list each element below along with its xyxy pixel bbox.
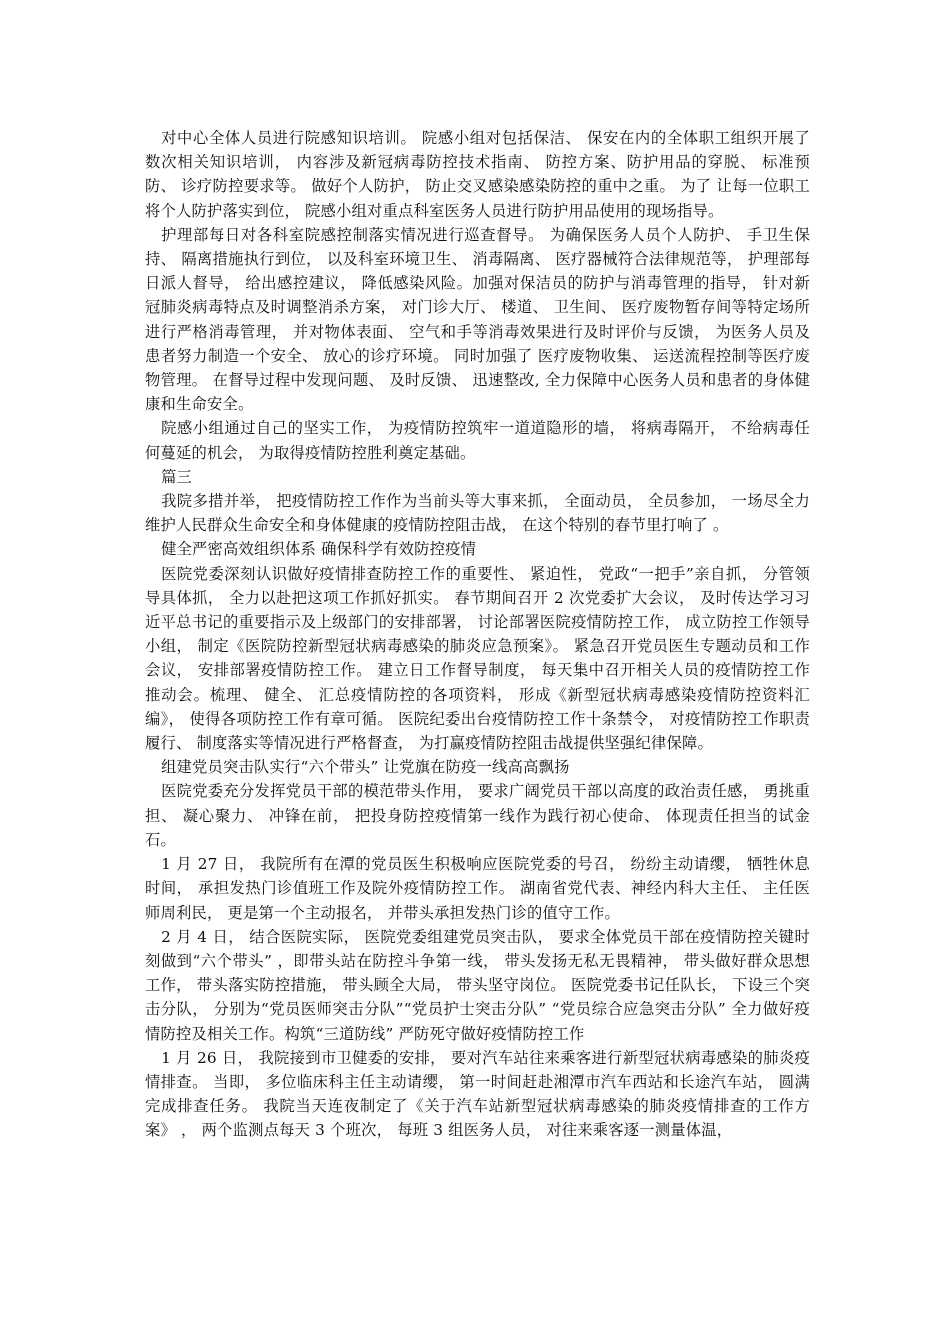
body-paragraph: 1 月 27 日， 我院所有在潭的党员医生积极响应医院党委的号召， 纷纷主动请缨， 牺牲休息时间， 承担发热门诊值班工作及院外疫情防控工作。 湖南省党代表、神经内科大主任、 主任医师周利民， 更是第一个主动报名， 并带头承担发热门诊的值守工作。 [145, 855, 810, 922]
section-heading: 健全严密高效组织体系 确保科学有效防控疫情 [161, 540, 477, 559]
body-paragraph: 院感小组通过自己的坚实工作， 为疫情防控筑牢一道道隐形的墙， 将病毒隔开， 不给病毒任何蔓延的机会， 为取得疫情防控胜利奠定基础。 [145, 419, 810, 462]
body-paragraph: 医院党委充分发挥党员干部的模范带头作用， 要求广阔党员干部以高度的政治责任感， 勇挑重担、 凝心聚力、 冲锋在前， 把投身防控疫情第一线作为践行初心使命、 体现责任担当的试金石。 [145, 782, 810, 849]
section-heading: 组建党员突击队实行“六个带头” 让党旗在防疫一线高高飘扬 [161, 758, 570, 777]
section-heading: 篇三 [161, 467, 193, 486]
body-paragraph: 对中心全体人员进行院感知识培训。 院感小组对包括保洁、 保安在内的全体职工组织开展了 数次相关知识培训， 内容涉及新冠病毒防控技术指南、 防控方案、防护用品的穿脱、 标准预防、 诊疗防控要求等。 做好个人防护， 防止交叉感染感染防控的重中之重。 为了 让每一位职工将个人防护落实到位， 院感小组对重点科室医务人员进行防护用品使用的现场指导。 [145, 129, 810, 220]
body-paragraph: 1 月 26 日， 我院接到市卫健委的安排， 要对汽车站往来乘客进行新型冠状病毒感染的肺炎疫情排查。 当即， 多位临床科主任主动请缨， 第一时间赶赴湘潭市汽车西站和长途汽车站， 圆满完成排查任务。 我院当天连夜制定了《关于汽车站新型冠状病毒感染的肺炎疫情排查的工作方案》 ， 两个监测点每天 3 个班次， 每班 3 组医务人员， 对往来乘客逐一测量体温， [145, 1048, 810, 1140]
body-paragraph: 护理部每日对各科室院感控制落实情况进行巡查督导。 为确保医务人员个人防护、 手卫生保持、 隔离措施执行到位， 以及科室环境卫生、 消毒隔离、 医疗器械符合法律规范等， 护理部每日派人督导， 给出感控建议， 降低感染风险。加强对保洁员的防护与消毒管理的指导， 针对新冠肺炎病毒特点及时调整消杀方案， 对门诊大厅、 楼道、 卫生间、 医疗废物暂存间等特定场所进行严格消毒管理， 并对物体表面、 空气和手等消毒效果进行及时评价与反馈， 为医务人员及患者努力制造一个安全、 放心的诊疗环境。 同时加强了 医疗废物收集、 运送流程控制等医疗废物管理。 在督导过程中发现问题、 及时反馈、 迅速整改, 全力保障中心医务人员和患者的身体健康和生命安全。 [145, 225, 810, 414]
body-paragraph: 医院党委深刻认识做好疫情排查防控工作的重要性、 紧迫性， 党政“一把手”亲自抓， 分管领导具体抓， 全力以赴把这项工作抓好抓实。 春节期间召开 2 次党委扩大会议， 及时传达学习习近平总书记的重要指示及上级部门的安排部署， 讨论部署医院疫情防控工作， 成立防控工作领导小组， 制定《医院防控新型冠状病毒感染的肺炎应急预案》。 紧急召开党员医生专题动员和工作会议， 安排部署疫情防控工作。 建立日工作督导制度， 每天集中召开相关人员的疫情防控工作推动会。梳理、 健全、 汇总疫情防控的各项资料， 形成《新型冠状病毒感染疫情防控资料汇编》， 使得各项防控工作有章可循。 医院纪委出台疫情防控工作十条禁令， 对疫情防控工作职责履行、 制度落实等情况进行严格督查， 为打赢疫情防控阻击战提供坚强纪律保障。 [145, 564, 810, 753]
document-page [145, 126, 810, 1143]
body-paragraph: 2 月 4 日， 结合医院实际， 医院党委组建党员突击队， 要求全体党员干部在疫情防控关键时刻做到“六个带头” ，即带头站在防控斗争第一线， 带头发扬无私无畏精神， 带头做好群众思想工作， 带头落实防控措施， 带头顾全大局， 带头坚守岗位。 医院党委书记任队长， 下设三个突击分队， 分别为“党员医师突击分队”“党员护士突击分队” “党员综合应急突击分队” 全力做好疫情防控及相关工作。构筑“三道防线” 严防死守做好疫情防控工作 [145, 927, 810, 1043]
body-paragraph: 我院多措并举， 把疫情防控工作作为当前头等大事来抓， 全面动员， 全员参加， 一场尽全力维护人民群众生命安全和身体健康的疫情防控阻击战， 在这个特别的春节里打响了 。 [145, 492, 810, 535]
